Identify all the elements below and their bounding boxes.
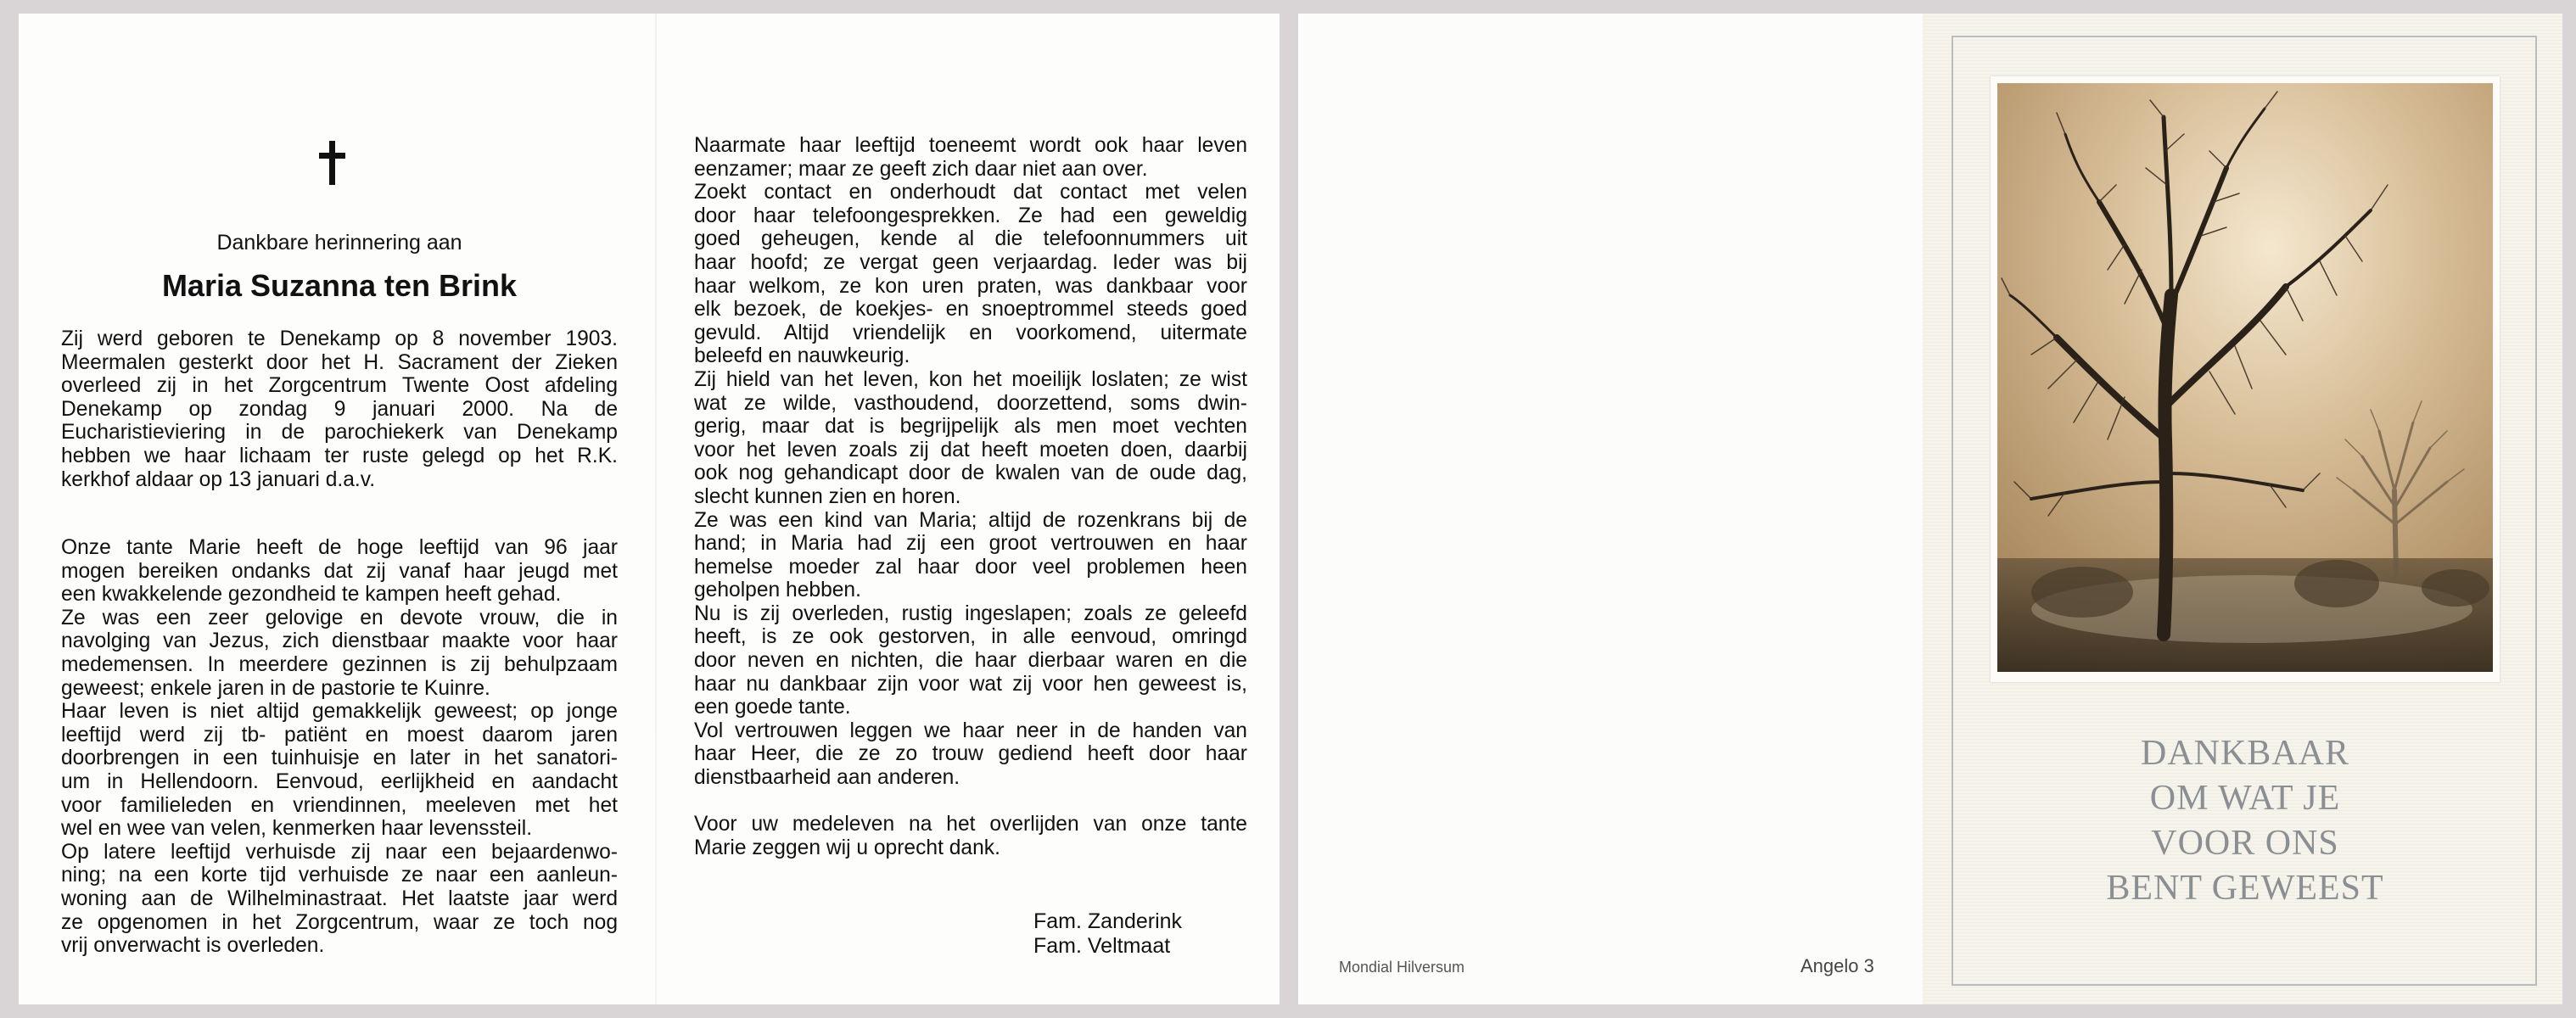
text-line: door neven en nichten, die haar dierbaar waren en die [694,649,1247,673]
birth-death-paragraph [61,327,618,491]
text-line: wel en wee van velen, kenmerken haar levenssteil. [61,817,533,841]
text-line: haar Heer, die ze zo trouw gediend heeft door haar [694,742,1247,766]
text-line: Denekamp op zondag 9 januari 2000. Na de [61,397,618,421]
deceased-name: Maria Suzanna ten Brink [161,268,518,303]
cover-line: VOOR ONS [2151,824,2339,863]
photo-mat [1991,76,2500,682]
text-line: mogen bereiken ondanks dat zij vanaf haar jeugd met [61,559,618,583]
text-line: Nu is zij overleden, rustig ingeslapen; zoals ze geleefd [694,601,1247,625]
text-line: eenzamer; maar ze geeft zich daar niet aan over. [694,157,1148,181]
life-story-part-1 [61,536,618,958]
signature-zanderink: Fam. Zanderink [1033,909,1183,933]
tree-photo [1997,83,2493,672]
text-line: um in Hellendoorn. Eenvoud, eerlijkheid en aandacht [61,769,618,793]
text-line: hand; in Maria had zij een groot vertrouwen en haar [694,532,1247,556]
text-line: voor familieleden en vriendinnen, meeleven met het [61,793,618,817]
text-line: elk bezoek, de koekjes- en snoeptrommel steeds goed [694,298,1247,322]
text-line: kerkhof aldaar op 13 januari d.a.v. [61,467,376,491]
cover-line: DANKBAAR [2140,734,2349,773]
text-line: een goede tante. [694,696,851,719]
text-line: voor het leven zoals zij dat heeft moeten doen, daarbij [694,438,1247,461]
text-line: Ze was een zeer gelovige en devote vrouw, die in [61,606,618,629]
text-line: navolging van Jezus, zich dienstbaar maakte voor haar [61,629,618,653]
card-model-number: Angelo 3 [1800,955,1874,976]
front-cover [1923,14,2562,1004]
text-line: dienstbaarheid aan anderen. [694,766,960,790]
text-line: Marie zeggen wij u oprecht dank. [694,836,1000,859]
text-line: haar nu dankbaar zijn voor wat zij voor hen geweest is, [694,672,1247,696]
text-line: overleed zij in het Zorgcentrum Twente Oost afdeling [61,374,618,398]
text-line: door haar telefoongesprekken. Ze had een geweldig [694,204,1247,227]
blank-line [694,790,1247,814]
signatures [1033,909,1182,959]
text-line: goed geheugen, kende al die telefoonnummers uit [694,227,1247,251]
text-line: een kwakkelende gezondheid te kampen heeft gehad. [61,583,562,607]
life-story-part-2 [694,134,1247,859]
text-line: wat ze wilde, vasthoudend, doorzettend, soms dwin- [694,391,1247,415]
memorial-card-inner-sheet [19,14,1280,1004]
text-line: Zij werd geboren te Denekamp op 8 november 1903. [61,327,618,350]
fold-line [655,14,657,1004]
cover-line: BENT GEWEEST [2106,869,2384,908]
text-line: Naarmate haar leeftijd toeneemt wordt ook haar leven [694,134,1247,157]
text-line: woning aan de Wilhelminastraat. Het laatste jaar werd [61,887,618,910]
text-line: hebben we haar lichaam ter ruste gelegd op het R.K. [61,444,618,467]
text-line: Voor uw medeleven na het overlijden van onze tante [694,813,1247,836]
text-line: Haar leven is niet altijd gemakkelijk geweest; op jonge [61,700,618,724]
text-line: haar welkom, ze kon uren praten, was dankbaar voor [694,274,1247,298]
cover-text [1991,731,2500,911]
text-line: Ze was een kind van Maria; altijd de rozenkrans bij de [694,508,1247,532]
text-line: haar hoofd; ze vergat geen verjaardag. Ieder was bij [694,250,1247,274]
text-line: slecht kunnen zien en horen. [694,484,961,508]
signature-veltmaat: Fam. Veltmaat [1033,934,1171,958]
text-line: geholpen hebben. [694,579,861,602]
text-line: ning; na een korte tijd verhuisde ze naar een aanleun- [61,864,618,887]
text-line: vrij onverwacht is overleden. [61,934,325,958]
publisher-imprint: Mondial Hilversum [1339,959,1465,976]
text-line: medemensen. In meerdere gezinnen is zij behulpzaam [61,652,618,676]
text-line: ook nog gehandicapt door de kwalen van de oude dag, [694,461,1247,485]
text-line: Onze tante Marie heeft de hoge leeftijd van 96 jaar [61,536,618,559]
text-line: beleefd en nauwkeurig. [694,344,910,368]
text-line: hemelse moeder zal haar door veel problemen heen [694,555,1247,579]
text-line: Zoekt contact en onderhoudt dat contact met velen [694,181,1247,204]
tree-in-fog-image [1997,83,2493,672]
intro-text: Dankbare herinnering aan [216,231,462,255]
text-line: Op latere leeftijd verhuisde zij naar een bejaardenwo- [61,840,618,864]
text-line: Eucharistieviering in de parochiekerk van Denekamp [61,421,618,445]
text-line: Zij hield van het leven, kon het moeilijk loslaten; ze wist [694,367,1247,391]
text-line: Vol vertrouwen leggen we haar neer in de handen van [694,719,1247,742]
cross-icon [316,141,350,192]
text-line: gerig, maar dat is begrijpelijk als men moet vechten [694,415,1247,439]
text-line: geweest; enkele jaren in de pastorie te Kuinre. [61,676,490,700]
text-line: leeftijd werd zij tb- patiënt en moest daarom jaren [61,723,618,747]
text-line: gevuld. Altijd vriendelijk en voorkomend, uitermate [694,321,1247,344]
text-line: doorbrengen in een tuinhuisje en later in het sanatori- [61,747,618,770]
memorial-card-outer-sheet [1298,14,2562,1004]
text-line: ze opgenomen in het Zorgcentrum, waar ze toch nog [61,910,618,934]
text-line: Meermalen gesterkt door het H. Sacrament der Zieken [61,350,618,374]
cover-line: OM WAT JE [2149,779,2341,818]
text-line: heeft, is ze ook gestorven, in alle eenvoud, omringd [694,625,1247,649]
